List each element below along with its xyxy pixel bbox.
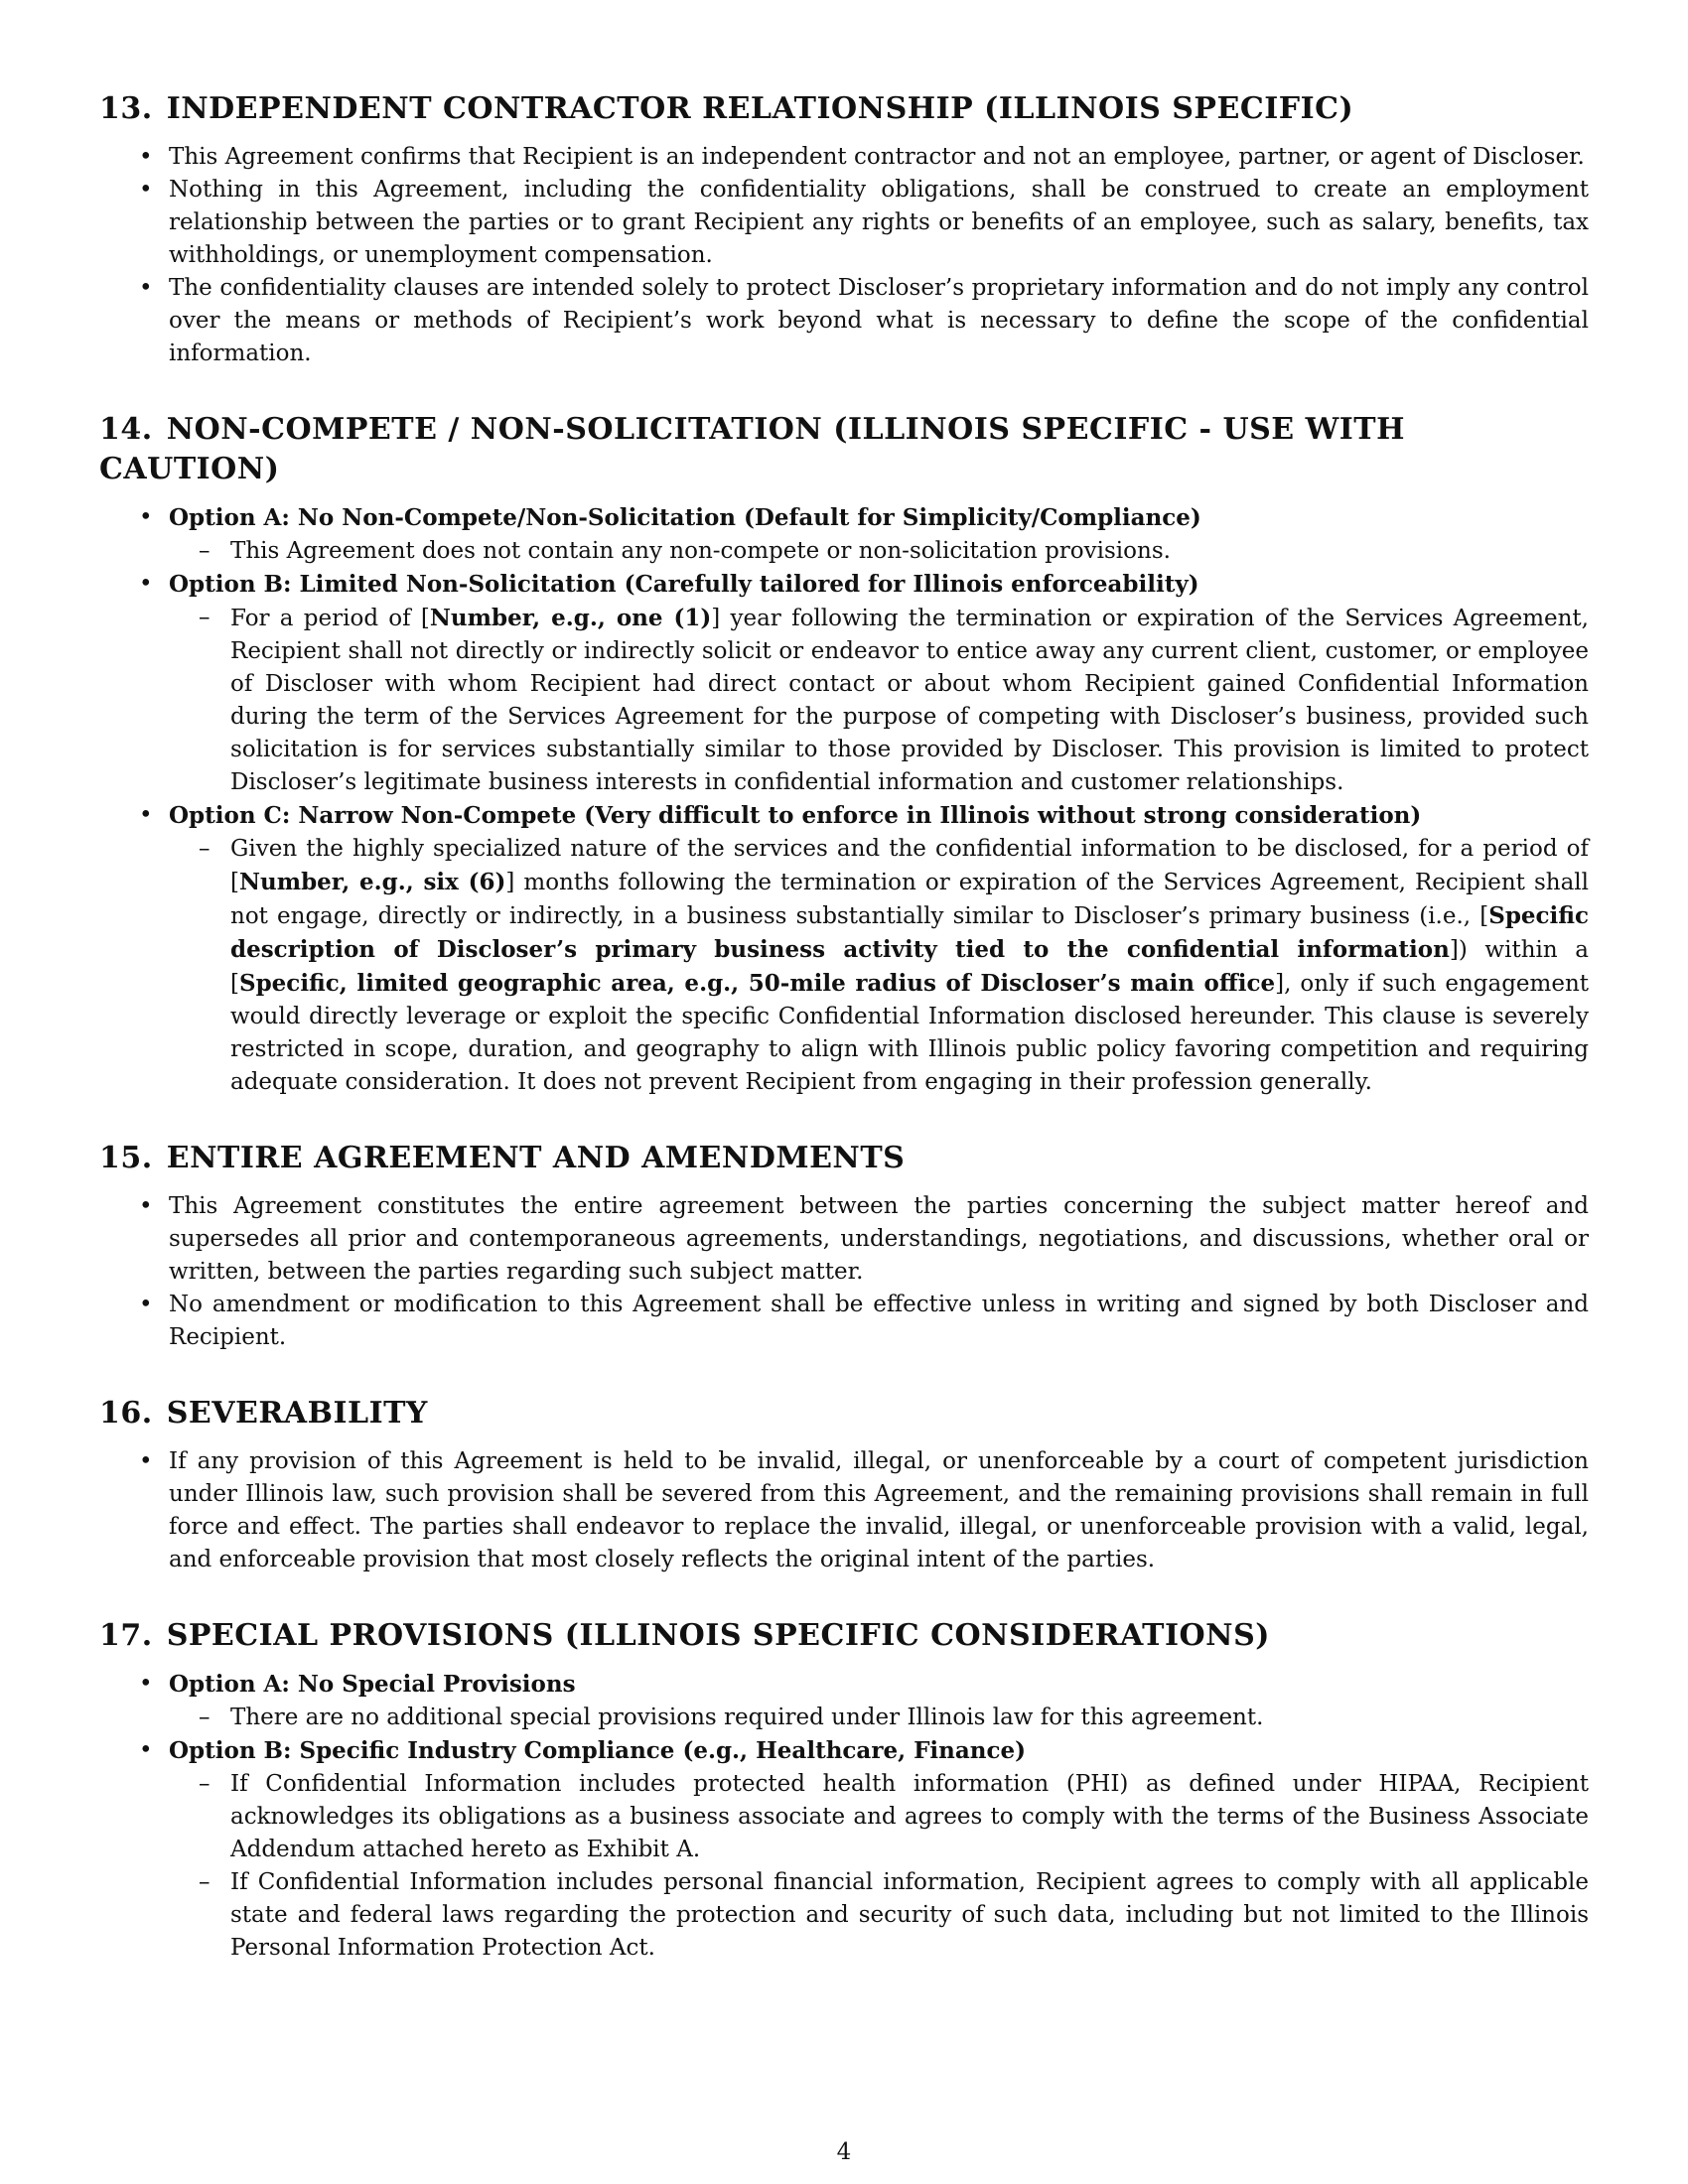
option-heading: Option B: Limited Non-Solicitation (Carefully tailored for Illinois enforceability) <box>169 571 1199 598</box>
list-item: • Nothing in this Agreement, including the confidentiality obligations, shall be construed to create an employment relationship between the parties or to grant Recipient any rights or benefits of an employee, such as salary, benefits, tax withholdings, or unemployment compensation. <box>99 174 1589 272</box>
section-number: 15. <box>99 1141 153 1175</box>
section-title: INDEPENDENT CONTRACTOR RELATIONSHIP (ILLINOIS SPECIFIC) <box>166 91 1354 126</box>
clause-text: ], only if such engagement would directly leverage or exploit the specific Confidential Information disclosed hereunder. This clause is severely restricted in scope, duration, and geography to align with Illinois public policy favoring competition and requiring adequate consideration. It does not prevent Recipient from engaging in their profession generally. <box>230 971 1590 1095</box>
list-item: • The confidentiality clauses are intended solely to protect Discloser’s proprietary information and do not imply any control over the means or methods of Recipient’s work beyond what is necessary to define the scope of the confidential information. <box>99 272 1589 370</box>
section-number: 13. <box>99 91 153 126</box>
sub-list-item: – If Confidential Information includes protected health information (PHI) as defined under HIPAA, Recipient acknowledges its obligations as a business associate and agrees to comply with the terms of the Business Associate Addendum attached hereto as Exhibit A. <box>169 1768 1589 1866</box>
clause-text: For a period of [ <box>230 606 430 631</box>
sub-list <box>169 1702 1589 1734</box>
bullet-list <box>99 1445 1589 1576</box>
clause-text: ] months following the termination or expiration of the Services Agreement, Recipient shall not engage, directly or indirectly, in a business substantially similar to Discloser’s primary business (i.e., [ <box>230 870 1589 929</box>
section-number: 16. <box>99 1396 153 1431</box>
sub-list <box>169 833 1589 1099</box>
sub-list <box>169 1768 1589 1965</box>
option-item <box>99 1668 1589 1734</box>
list-item: • No amendment or modification to this Agreement shall be effective unless in writing and signed by both Discloser and Recipient. <box>99 1289 1589 1354</box>
sub-list-item <box>169 602 1589 799</box>
sub-list-item: – If Confidential Information includes personal financial information, Recipient agrees to comply with all applicable state and federal laws regarding the protection and security of such data, including but not limited to the Illinois Personal Information Protection Act. <box>169 1866 1589 1965</box>
option-item <box>99 568 1589 799</box>
placeholder-text: Number, e.g., six (6) <box>238 869 506 895</box>
section-16 <box>99 1394 1589 1576</box>
clause-text: ]) within a [ <box>230 937 1589 997</box>
option-item <box>99 1734 1589 1965</box>
section-title: NON-COMPETE / NON-SOLICITATION (ILLINOIS SPECIFIC - USE WITH CAUTION) <box>99 412 1405 486</box>
bullet-list <box>99 1190 1589 1354</box>
section-heading <box>99 1616 1589 1656</box>
option-item <box>99 799 1589 1099</box>
section-15 <box>99 1139 1589 1354</box>
list-item: • This Agreement constitutes the entire agreement between the parties concerning the subject matter hereof and supersedes all prior and contemporaneous agreements, understandings, negotiations, and discussions, whether oral or written, between the parties regarding such subject matter. <box>99 1190 1589 1289</box>
section-title: SPECIAL PROVISIONS (ILLINOIS SPECIFIC CONSIDERATIONS) <box>166 1618 1270 1653</box>
option-item <box>99 501 1589 568</box>
section-number: 14. <box>99 412 153 447</box>
page-number: 4 <box>836 2139 852 2165</box>
sub-list-item: – This Agreement does not contain any non-compete or non-solicitation provisions. <box>169 535 1589 568</box>
placeholder-text: Specific description of Discloser’s primary business activity tied to the confidential information <box>230 902 1589 963</box>
section-14 <box>99 410 1589 1099</box>
sub-list <box>169 535 1589 568</box>
section-heading <box>99 1394 1589 1433</box>
option-heading: Option A: No Non-Compete/Non-Solicitation (Default for Simplicity/Compliance) <box>169 504 1201 531</box>
section-title: SEVERABILITY <box>166 1396 428 1431</box>
option-heading: Option A: No Special Provisions <box>169 1671 576 1698</box>
section-title: ENTIRE AGREEMENT AND AMENDMENTS <box>166 1141 906 1175</box>
bullet-list <box>99 501 1589 1099</box>
bullet-list <box>99 1668 1589 1965</box>
section-number: 17. <box>99 1618 153 1653</box>
sub-list-item <box>169 833 1589 1099</box>
section-13 <box>99 89 1589 370</box>
sub-list <box>169 602 1589 799</box>
document-page <box>99 89 1589 2004</box>
placeholder-text: Specific, limited geographic area, e.g., 50-mile radius of Discloser’s main office <box>238 970 1276 997</box>
section-heading <box>99 410 1589 489</box>
list-item: • This Agreement confirms that Recipient is an independent contractor and not an employee, partner, or agent of Discloser. <box>99 141 1589 174</box>
bullet-list <box>99 141 1589 370</box>
placeholder-text: Number, e.g., one (1) <box>429 605 712 631</box>
section-heading <box>99 1139 1589 1178</box>
list-item: • If any provision of this Agreement is held to be invalid, illegal, or unenforceable by a court of competent jurisdiction under Illinois law, such provision shall be severed from this Agreement, and the remaining provisions shall remain in full force and effect. The parties shall endeavor to replace the invalid, illegal, or unenforceable provision with a valid, legal, and enforceable provision that most closely reflects the original intent of the parties. <box>99 1445 1589 1576</box>
clause-text: ] year following the termination or expiration of the Services Agreement, Recipient shall not directly or indirectly solicit or endeavor to entice away any current client, customer, or employee of Discloser with whom Recipient had direct contact or about whom Recipient gained Confidential Information during the term of the Services Agreement for the purpose of competing with Discloser’s business, provided such solicitation is for services substantially similar to those provided by Discloser. This provision is limited to protect Discloser’s legitimate business interests in confidential information and customer relationships. <box>230 606 1589 795</box>
sub-list-item: – There are no additional special provisions required under Illinois law for this agreement. <box>169 1702 1589 1734</box>
section-heading <box>99 89 1589 129</box>
clause-text: Given the highly specialized nature of the services and the confidential information to be disclosed, for a period of [ <box>230 836 1589 895</box>
option-heading: Option C: Narrow Non-Compete (Very difficult to enforce in Illinois without strong consideration) <box>169 802 1422 829</box>
option-heading: Option B: Specific Industry Compliance (e.g., Healthcare, Finance) <box>169 1737 1027 1764</box>
section-17 <box>99 1616 1589 1965</box>
